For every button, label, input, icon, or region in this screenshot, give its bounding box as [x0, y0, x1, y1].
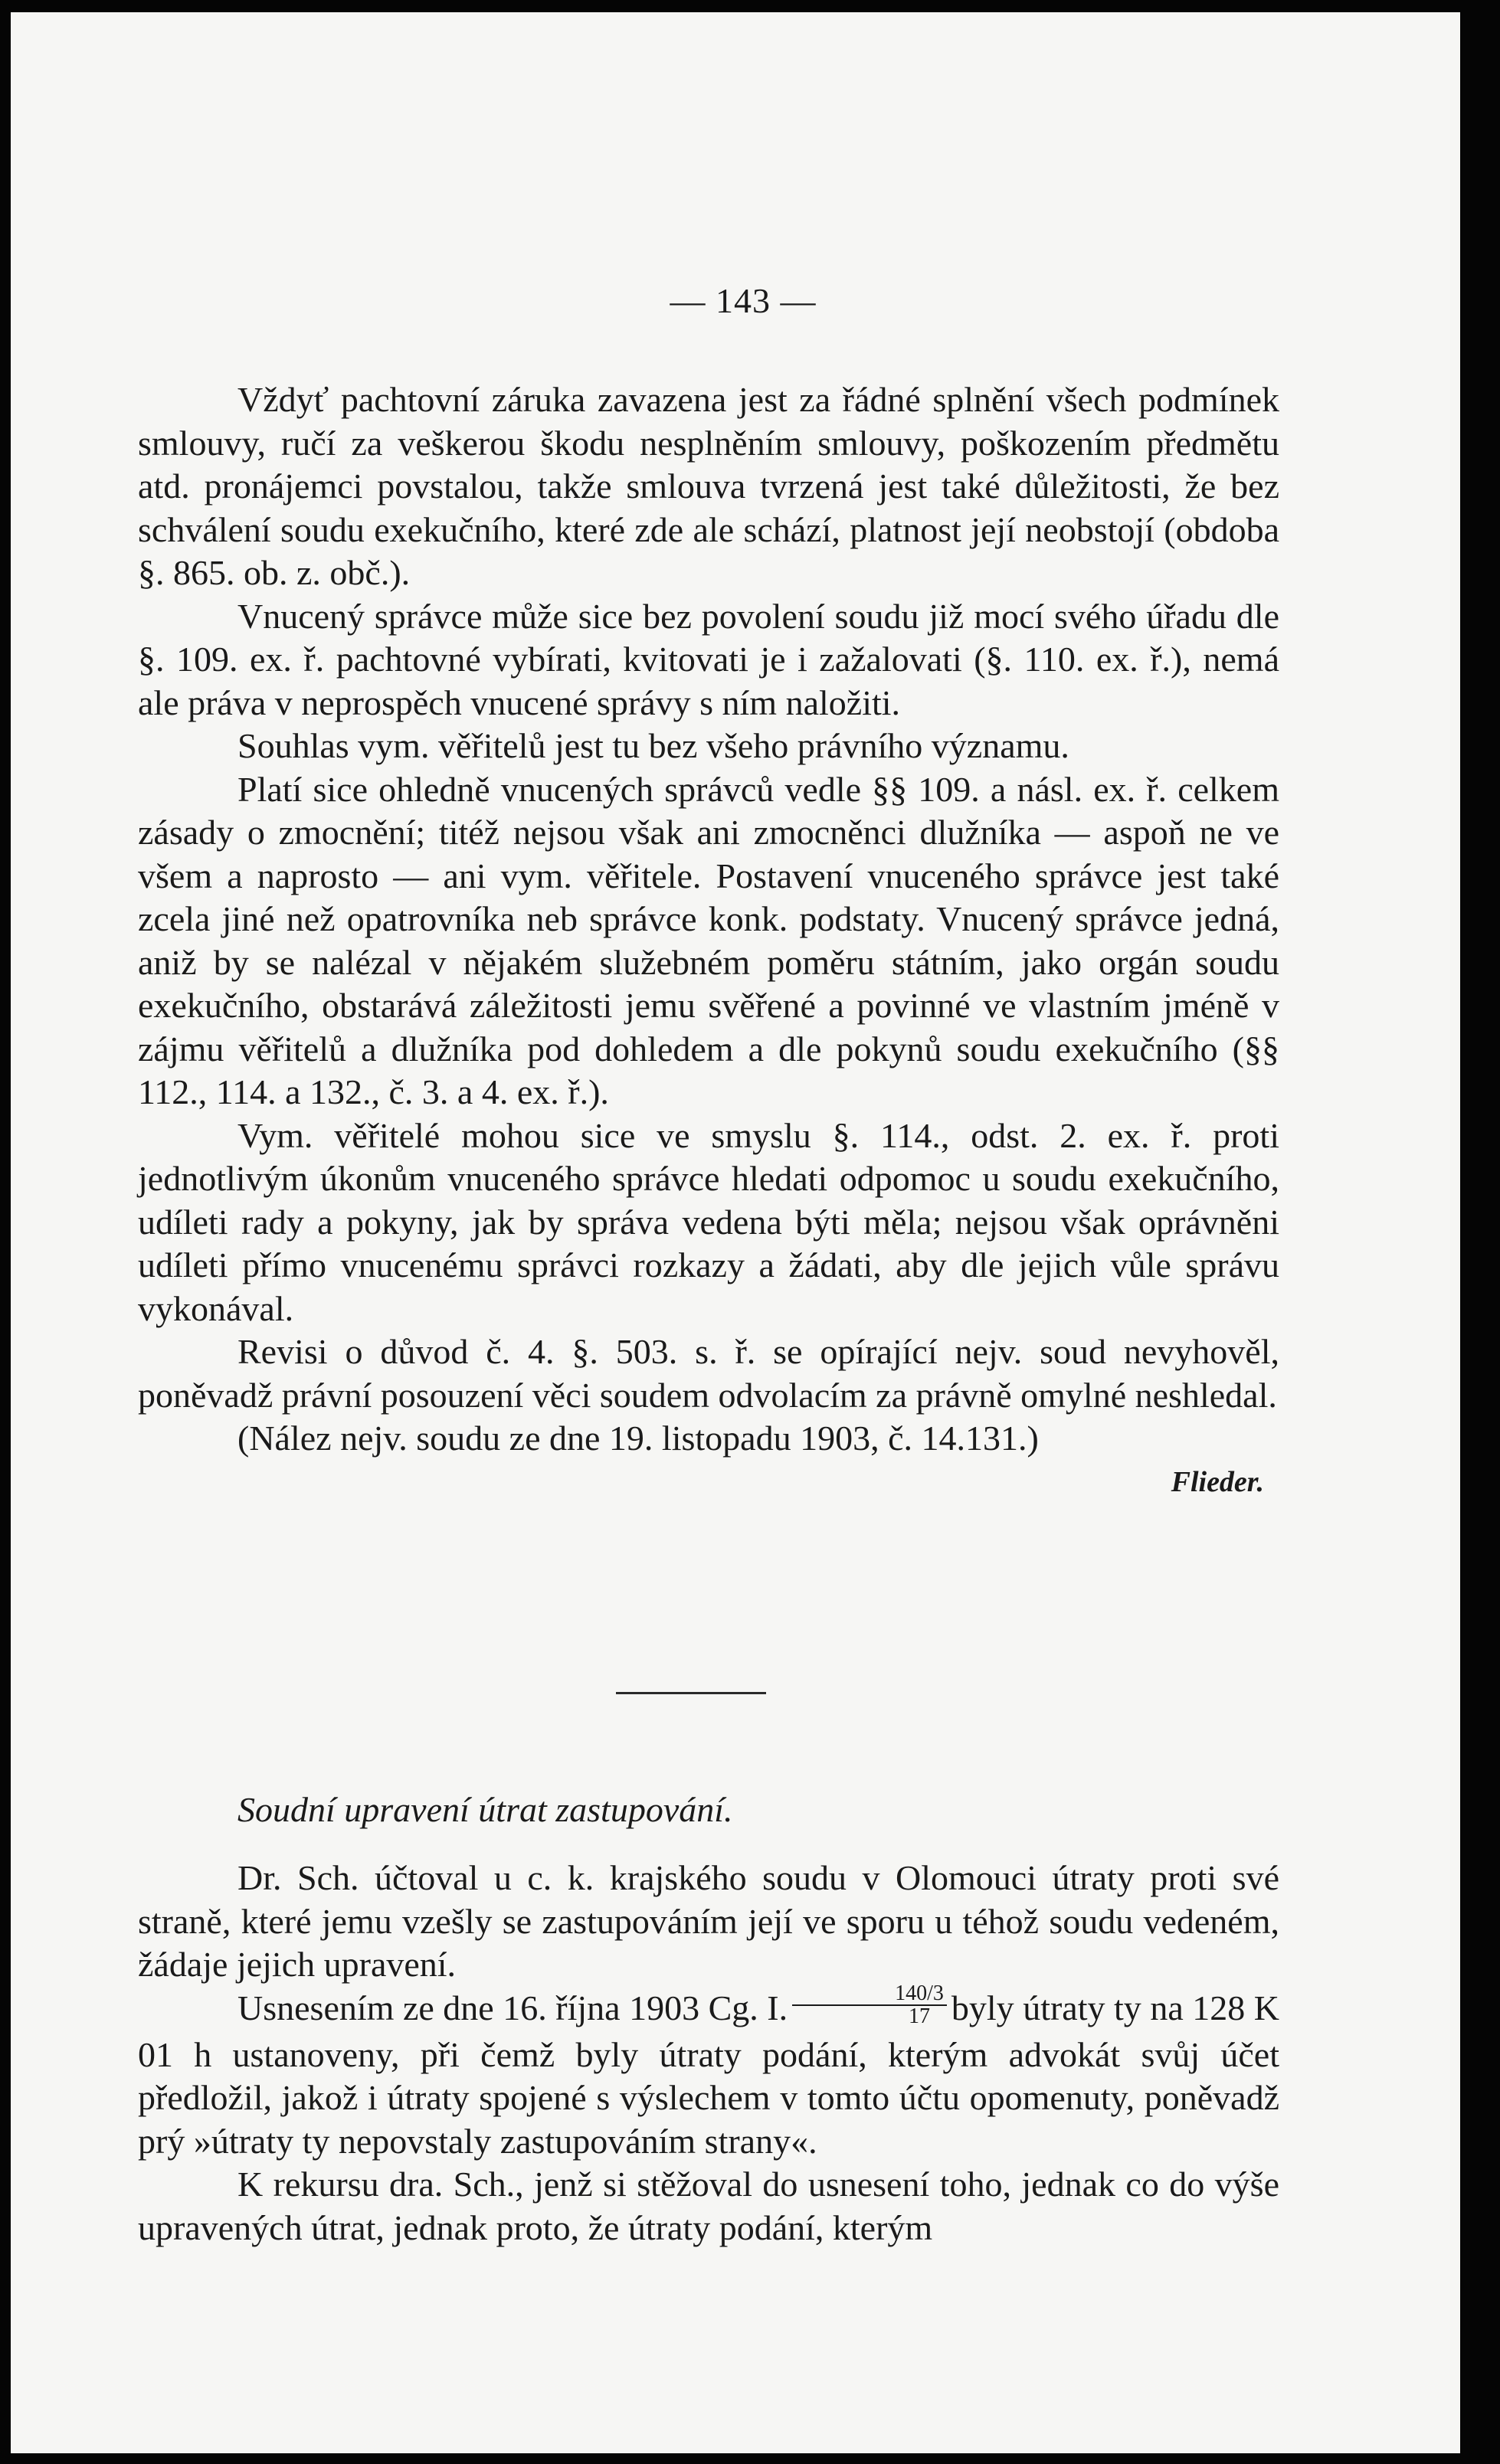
section-1-text [138, 378, 1279, 1504]
citation: (Nález nejv. soudu ze dne 19. listopadu 1903, č. 14.131.) [237, 1419, 1039, 1458]
paragraph: Vždyť pachtovní záruka zavazena jest za řádné splnění všech podmínek smlouvy, ručí za veškerou škodu nesplněním smlouvy, poškozením předmětu atd. pronájemci povstalou, takže smlouva tvrzená jest také důležitosti, že bez schválení soudu exekučního, které zde ale schází, platnost její neobstojí (obdoba §. 865. ob. z. obč.). [138, 380, 1279, 592]
paragraph: Dr. Sch. účtoval u c. k. krajského soudu v Olomouci útraty proti své straně, které jemu vzešly se zastupováním její ve sporu u téhož soudu vedeném, žádaje jejich upravení. [138, 1858, 1279, 1984]
paragraph: Souhlas vym. věřitelů jest tu bez všeho právního významu. [237, 726, 1069, 765]
paragraph [138, 1981, 1280, 2164]
section-divider [616, 1692, 766, 1694]
paragraph: Platí sice ohledně vnucených správců vedle §§ 109. a násl. ex. ř. celkem zásady o zmocnění; titéž nejsou však ani zmocněnci dlužníka — aspoň ne ve všem a naprosto — ani vym. věřitele. Postavení vnuceného správce jest také zcela jiné než opatrovníka neb správce konk. podstaty. Vnucený správce jedná, aniž by se nalézal v nějakém služebném poměru státním, jako orgán soudu exekučního, obstarává záležitosti jemu svěřené a povinné ve vlastním jméně v zájmu věřitelů a dlužníka pod dohledem a dle pokynů soudu exekučního (§§ 112., 114. a 132., č. 3. a 4. ex. ř.). [138, 769, 1279, 1111]
case-number-fraction [792, 1983, 947, 2027]
paragraph-part: Usnesením ze dne 16. října 1903 Cg. I. [237, 1988, 788, 2027]
fraction-denominator: 17 [909, 2004, 931, 2028]
section-heading: Soudní upravení útrat zastupování. [237, 1790, 733, 1829]
paragraph: Revisi o důvod č. 4. §. 503. s. ř. se opírající nejv. soud nevyhověl, poněvadž právní posouzení věci soudem odvolacím za právně omylné neshledal. [138, 1332, 1279, 1415]
document-page [11, 12, 1475, 2453]
fraction-numerator: 140/3 [792, 1983, 947, 2006]
paragraph: Vnucený správce může sice bez povolení soudu již mocí svého úřadu dle §. 109. ex. ř. pachtovné vybírati, kvitovati je i zažalovati (§. 110. ex. ř.), nemá ale práva v neprospěch vnucené správy s ním naložiti. [138, 596, 1279, 722]
paragraph: Vym. věřitelé mohou sice ve smyslu §. 114., odst. 2. ex. ř. proti jednotlivým úkonům vnuceného správce hledati odpomoc u soudu exekučního, udíleti rady a pokyny, jak by správa vedena býti měla; nejsou však oprávněni udíleti přímo vnucenému správci rozkazy a žádati, aby dle jejich vůle správu vykonával. [138, 1115, 1279, 1328]
paragraph: K rekursu dra. Sch., jenž si stěžoval do usnesení toho, jednak co do výše upravených útrat, jednak proto, že útraty podání, kterým [138, 2165, 1279, 2247]
paragraph-part: byly útraty ty na 128 K 01 h ustanoveny, při čemž byly útraty podání, kterým advokát svůj účet předložil, jakož i útraty spojené s výslechem v tomto účtu opomenuty, poněvadž prý »útraty ty nepovstaly zastupováním strany«. [138, 1988, 1280, 2161]
page-number: — 143 — [670, 281, 817, 320]
scan-border [1460, 12, 1475, 2453]
signature: Flieder. [1171, 1465, 1264, 1498]
section-2-text [138, 1857, 1279, 2250]
